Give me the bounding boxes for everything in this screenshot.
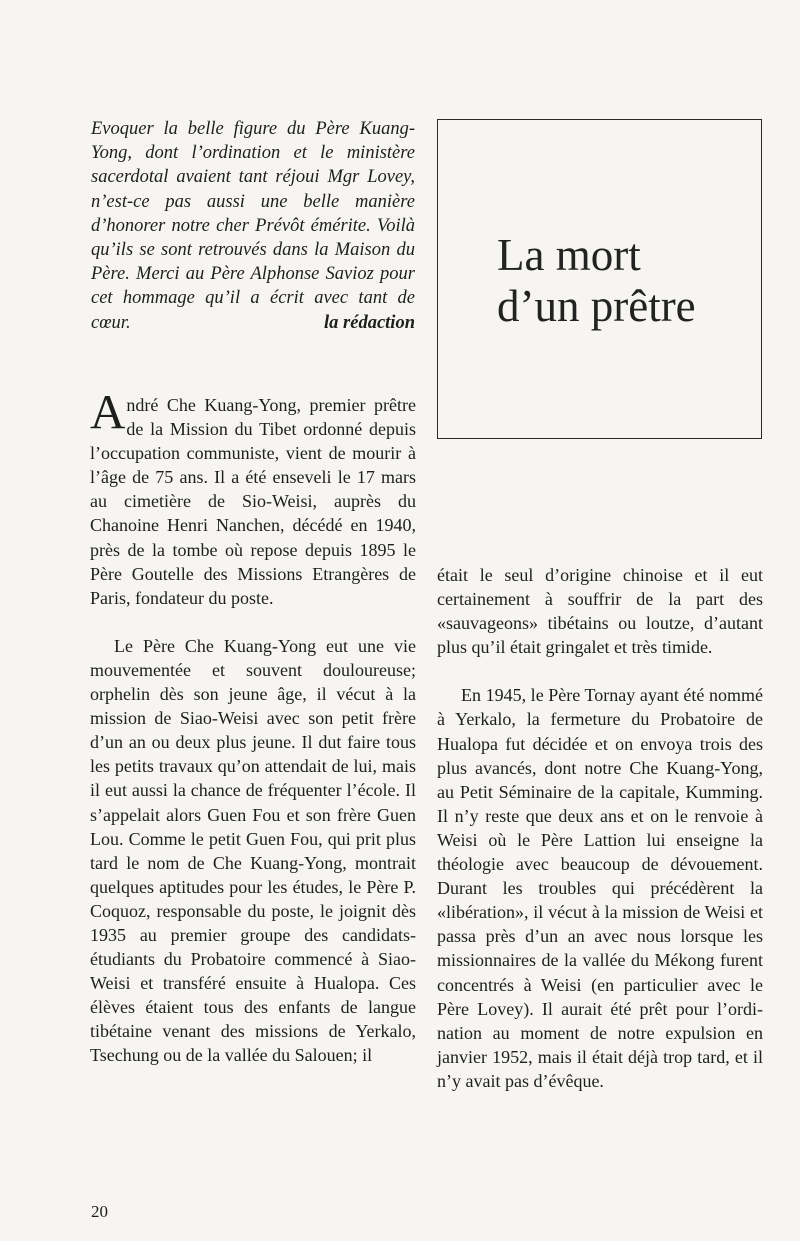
drop-cap: A <box>90 384 126 439</box>
title-box <box>437 119 762 439</box>
article-title <box>497 230 696 332</box>
signature: la rédaction <box>324 312 415 333</box>
column-right <box>437 563 763 1093</box>
column-left <box>90 384 416 1068</box>
paragraph-2: Le Père Che Kuang-Yong eut une vie mouvementée et souvent douloureuse; orphelin dès son jeune âge, il vécut à la mission de Siao-Weisi avec son petit frère d’un an ou deux plus jeune. Il dut faire tous les petits travaux qu’on attendait de lui, mais il eut aussi la chance de fréquenter l’école. Il s’appelait alors Guen Fou et son frère Guen Lou. Comme le petit Guen Fou, qui prit plus tard le nom de Che Kuang-Yong, montrait quelques aptitudes pour les études, le Père P. Coquoz, responsable du poste, le joignit dès 1935 au premier groupe des candidats-étudiants du Probatoire commencé à Siao-Weisi et transféré ensuite à Hualopa. Ces élèves étaient tous des enfants de langue tibétaine venant des missions de Yerkalo, Tsechung ou de la vallée du Salouen; il <box>90 635 416 1066</box>
paragraph-1 <box>90 384 416 610</box>
title-line-2: d’un prêtre <box>497 281 696 331</box>
title-line-1: La mort <box>497 230 641 280</box>
page-number: 20 <box>91 1202 108 1221</box>
intro-body: Evoquer la belle figure du Père Kuang-Yong, dont l’ordination et le ministère sacerdotal avaient tant réjoui Mgr Lovey, n’est-ce pas aussi une belle manière d’honorer notre cher Prévôt émérite. Voilà qu’ils se sont retrouvés dans la Maison du Père. Merci au Père Alphonse Savioz pour cet hommage qu’il a écrit avec tant de cœur. <box>91 119 415 333</box>
paragraph-3: était le seul d’origine chinoise et il eut certainement à souffrir de la part des «sauvageons» tibétains ou loutze, d’autant plus qu’il était gringalet et très timide. <box>437 565 763 658</box>
paragraph-1-text: ndré Che Kuang-Yong, premier prêtre de la Mission du Tibet ordonné depuis l’occupation communiste, vient de mourir à l’âge de 75 ans. Il a été enseveli le 17 mars au cimetière de Sio-Weisi, auprès du Chanoine Henri Nanchen, décédé en 1940, près de la tombe où repose depuis 1895 le Père Goutelle des Missions Etrangères de Paris, fondateur du poste. <box>90 395 416 608</box>
intro-text <box>91 117 415 335</box>
paragraph-4: En 1945, le Père Tornay ayant été nommé à Yerkalo, la fermeture du Probatoire de Hualopa fut décidée et on envoya trois des plus avancés, dont notre Che Kuang-Yong, au Petit Séminaire de la capitale, Kumming. Il n’y reste que deux ans et on le renvoie à Weisi où le Père Lattion lui enseigne la théologie avec beaucoup de dévouement. Durant les troubles qui précédèrent la «libération», il vécut à la mission de Weisi et passa près d’un an avec nous lorsque les missionnaires de la vallée du Mékong furent concentrés à Weisi (en particulier avec le Père Lovey). Il aurait été prêt pour l’ordination au moment de notre expulsion en janvier 1952, mais il était déjà trop tard, et il n’y avait pas d’évêque. <box>437 685 763 1091</box>
